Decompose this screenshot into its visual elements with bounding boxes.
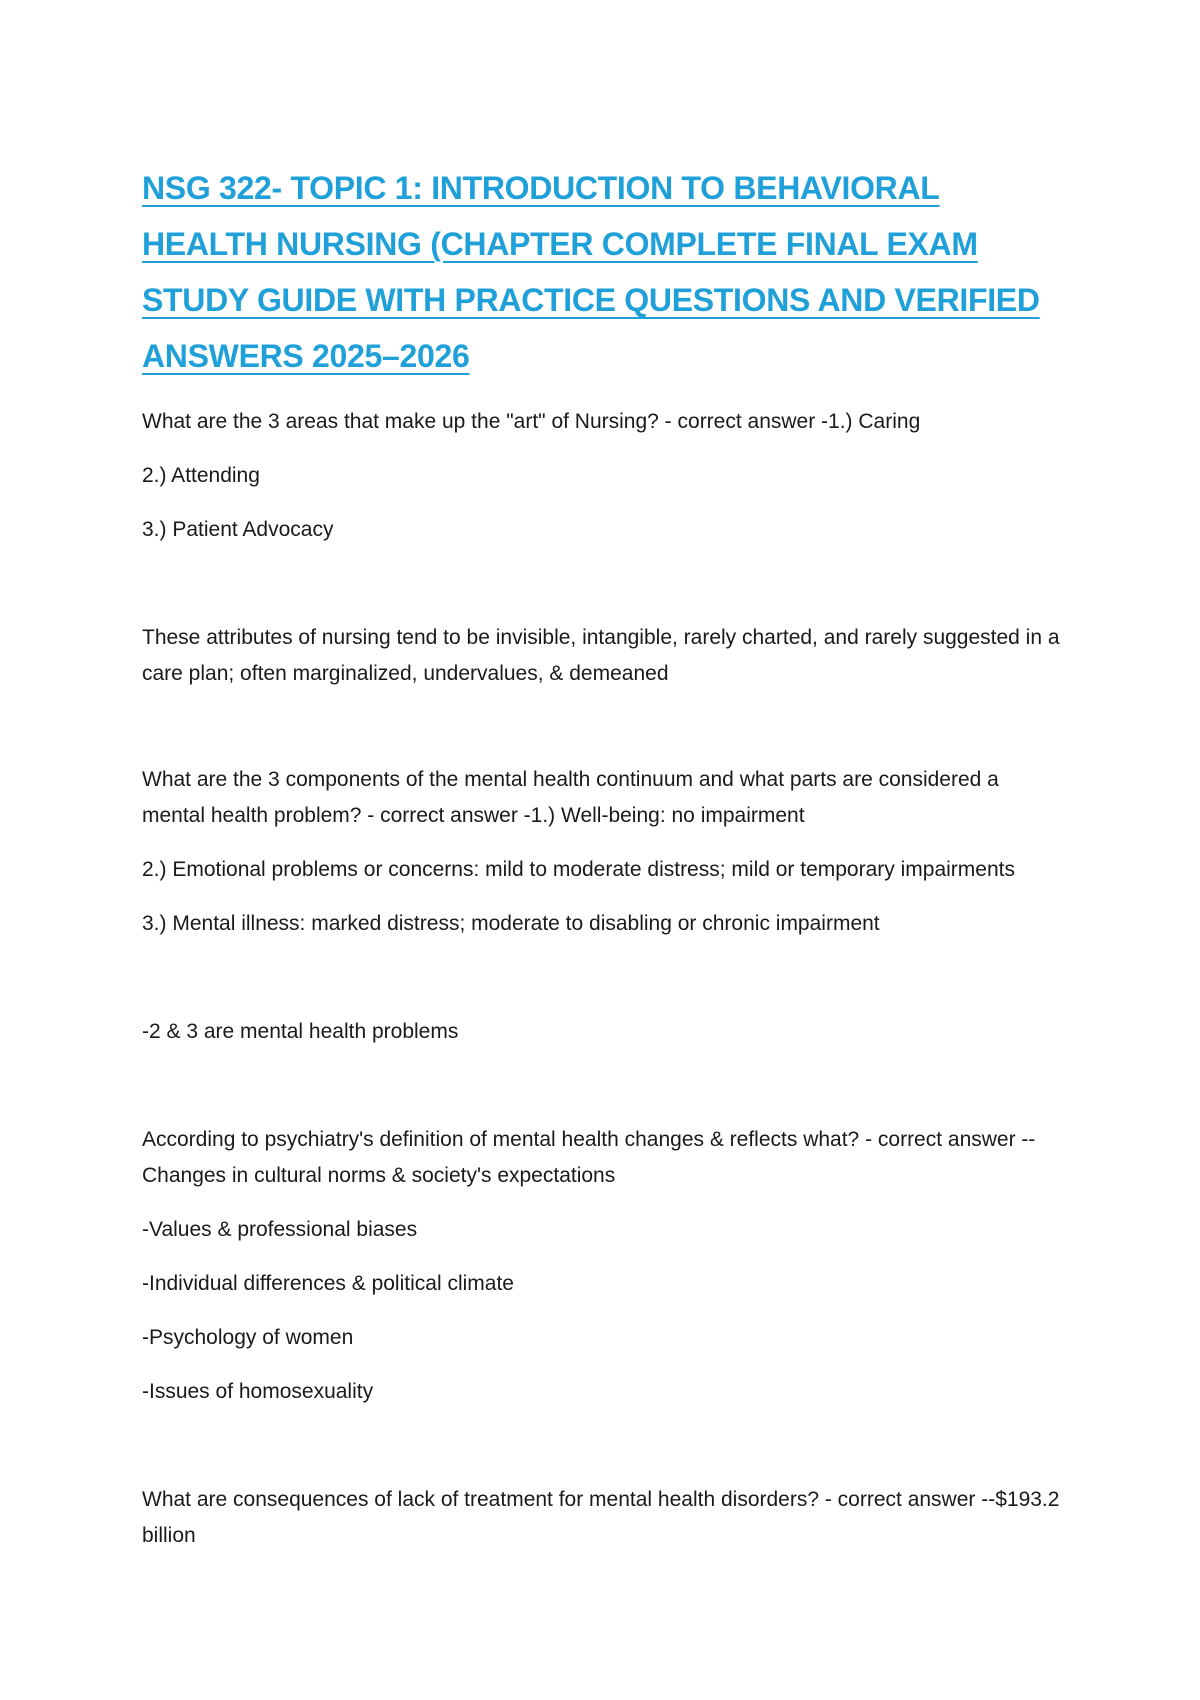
answer-note-mental-health-problems: -2 & 3 are mental health problems <box>142 1020 459 1043</box>
answer-item-individual-differences: -Individual differences & political climate <box>142 1272 514 1295</box>
document-content <box>142 160 1067 1572</box>
question-art-of-nursing: What are the 3 areas that make up the "art" of Nursing? - correct answer -1.) Caring <box>142 410 921 433</box>
answer-item-values-biases: -Values & professional biases <box>142 1218 418 1241</box>
answer-item-mental-illness: 3.) Mental illness: marked distress; moderate to disabling or chronic impairment <box>142 912 880 935</box>
answer-item-attending: 2.) Attending <box>142 464 260 487</box>
question-psychiatry-definition: According to psychiatry's definition of mental health changes & reflects what? - correct answer --Changes in cultural norms & society's expectations <box>142 1128 1036 1187</box>
question-lack-of-treatment: What are consequences of lack of treatment for mental health disorders? - correct answer --$193.2 billion <box>142 1488 1060 1547</box>
document-title[interactable] <box>142 160 1067 384</box>
answer-item-psychology-of-women: -Psychology of women <box>142 1326 354 1349</box>
document-title-link[interactable]: NSG 322- TOPIC 1: INTRODUCTION TO BEHAVIORAL HEALTH NURSING (CHAPTER COMPLETE FINAL EXAM STUDY GUIDE WITH PRACTICE QUESTIONS AND VERIFIED ANSWERS 2025–2026 <box>142 170 1040 374</box>
answer-item-homosexuality: -Issues of homosexuality <box>142 1380 374 1403</box>
answer-item-emotional-problems: 2.) Emotional problems or concerns: mild to moderate distress; mild or temporary impairments <box>142 858 1015 881</box>
question-mental-health-continuum: What are the 3 components of the mental health continuum and what parts are considered a mental health problem? - correct answer -1.) Well-being: no impairment <box>142 768 999 827</box>
question-nursing-attributes: These attributes of nursing tend to be invisible, intangible, rarely charted, and rarely suggested in a care plan; often marginalized, undervalues, & demeaned <box>142 626 1060 685</box>
answer-item-patient-advocacy: 3.) Patient Advocacy <box>142 518 334 541</box>
